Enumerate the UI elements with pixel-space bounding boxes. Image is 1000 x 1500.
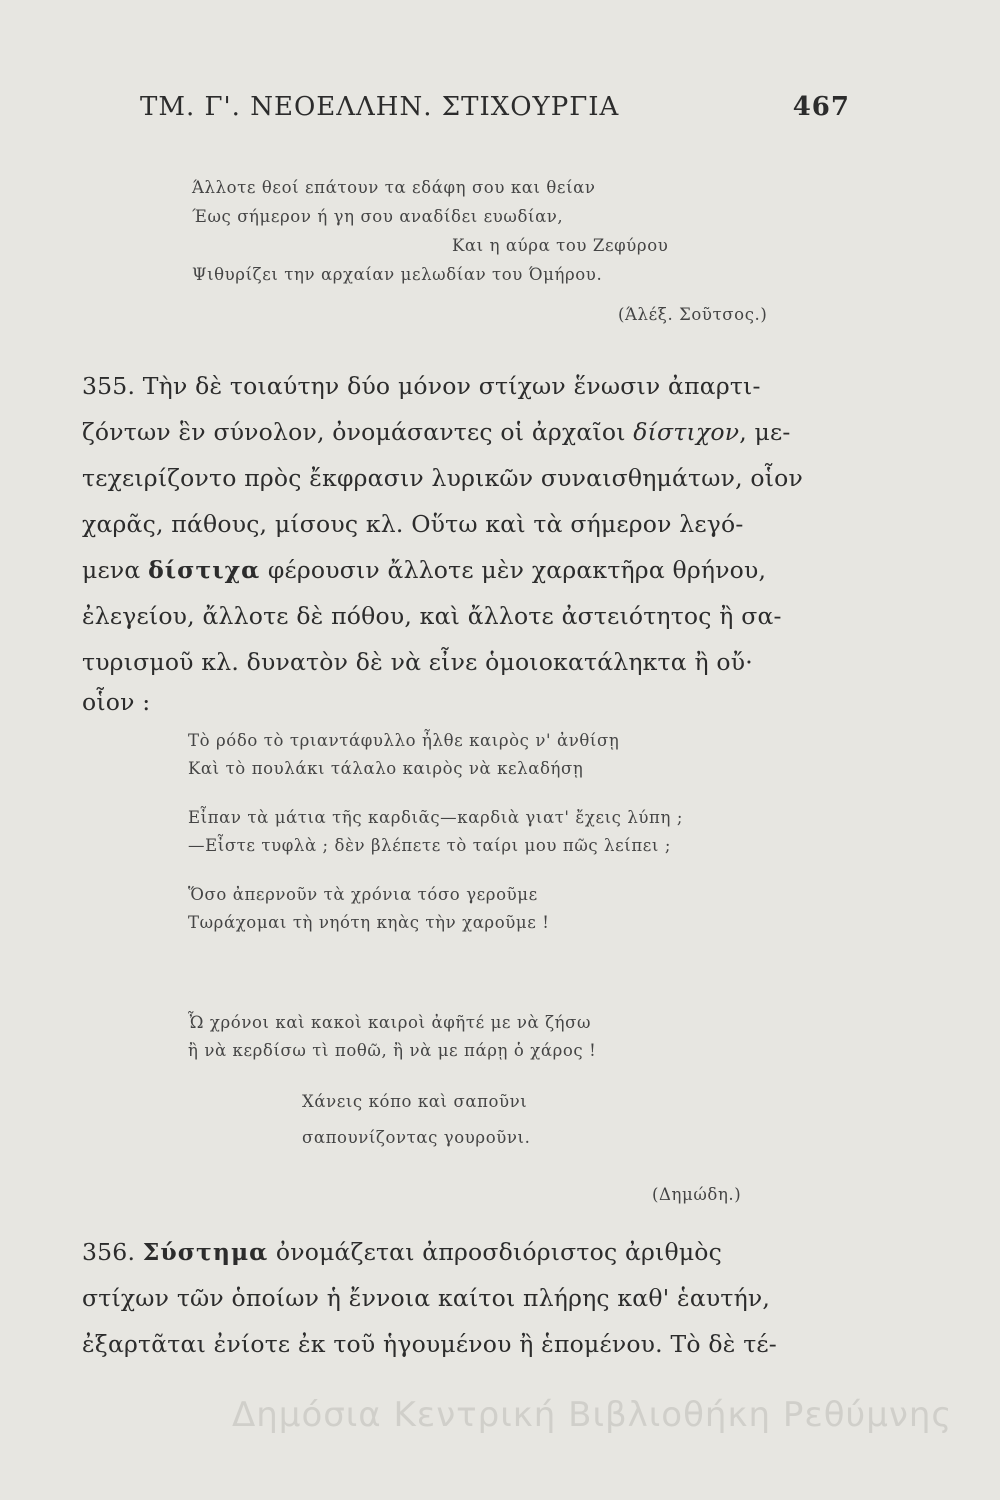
- verse-line: Άλλοτε θεοί επάτουν τα εδάφη σου και θείαν: [192, 178, 596, 197]
- header-title: ΤΜ. Γ'. ΝΕΟΕΛΛΗΝ. ΣΤΙΧΟΥΡΓΙΑ: [140, 92, 620, 122]
- paragraph-text: Τὴν δὲ τοιαύτην δύο μόνον στίχων ἕνωσιν ἀπαρτι-: [142, 372, 761, 400]
- page-number: 467: [792, 92, 850, 122]
- paragraph-line: χαρᾶς, πάθους, μίσους κλ. Οὕτω καὶ τὰ σήμερον λεγό-: [82, 510, 744, 538]
- emphasis-term: δίστιχον: [633, 418, 740, 446]
- paragraph-text: μενα: [82, 556, 149, 584]
- paragraph-line: [82, 556, 766, 584]
- couplet-line: ἢ νὰ κερδίσω τὶ ποθῶ, ἢ νὰ με πάρῃ ὁ χάρος !: [188, 1041, 597, 1060]
- paragraph-text: , με-: [739, 418, 791, 446]
- bold-term: Σύστημα: [142, 1238, 269, 1266]
- attribution: (Άλέξ. Σοῦτσος.): [618, 305, 768, 324]
- couplet-line: Ὅσο ἀπερνοῦν τὰ χρόνια τόσο γεροῦμε: [188, 885, 538, 904]
- couplet-line: Ὦ χρόνοι καὶ κακοὶ καιροὶ ἀφῆτέ με νὰ ζήσω: [188, 1013, 592, 1032]
- couplet-line: Καὶ τὸ πουλάκι τάλαλο καιρὸς νὰ κελαδήσῃ: [188, 759, 584, 778]
- paragraph-line: ἐξαρτᾶται ἐνίοτε ἐκ τοῦ ἡγουμένου ἢ ἑπομένου. Τὸ δὲ τέ-: [82, 1330, 777, 1358]
- paragraph-line: [82, 1238, 722, 1266]
- verse-line: Έως σήμερον ή γη σου αναδίδει ευωδίαν,: [192, 207, 564, 226]
- bold-term: δίστιχα: [148, 556, 261, 584]
- attribution: (Δημώδη.): [652, 1185, 742, 1204]
- library-watermark: Δημόσια Κεντρική Βιβλιοθήκη Ρεθύμνης: [232, 1395, 953, 1435]
- paragraph-line: στίχων τῶν ὁποίων ἡ ἔννοια καίτοι πλήρης καθ' ἑαυτήν,: [82, 1284, 771, 1312]
- paragraph-line: τεχειρίζοντο πρὸς ἔκφρασιν λυρικῶν συναισθημάτων, οἷον: [82, 464, 804, 492]
- paragraph-text: φέρουσιν ἄλλοτε μὲν χαρακτῆρα θρήνου,: [260, 556, 767, 584]
- verse-line: Ψιθυρίζει την αρχαίαν μελωδίαν του Όμήρου.: [192, 265, 603, 284]
- couplet-line: Χάνεις κόπο καὶ σαποῦνι: [302, 1092, 528, 1111]
- couplet-line: Τὸ ρόδο τὸ τριαντάφυλλο ἦλθε καιρὸς ν' ἀνθίσῃ: [188, 731, 620, 750]
- paragraph-line: οἷον :: [82, 688, 151, 716]
- couplet-line: —Εἶστε τυφλὰ ; δὲν βλέπετε τὸ ταίρι μου πῶς λείπει ;: [188, 836, 671, 855]
- paragraph-text: ζόντων ἓν σύνολον, ὀνομάσαντες οἱ ἀρχαῖοι: [82, 418, 634, 446]
- paragraph-number: 355.: [82, 372, 136, 400]
- paragraph-line: τυρισμοῦ κλ. δυνατὸν δὲ νὰ εἶνε ὁμοιοκατάληκτα ἢ οὔ·: [82, 648, 753, 676]
- paragraph-line: ἐλεγείου, ἄλλοτε δὲ πόθου, καὶ ἄλλοτε ἀστειότητος ἢ σα-: [82, 602, 782, 630]
- paragraph-line: [82, 418, 791, 446]
- verse-line: Και η αύρα του Ζεφύρου: [452, 236, 669, 255]
- couplet-line: Εἶπαν τὰ μάτια τῆς καρδιᾶς—καρδιὰ γιατ' ἔχεις λύπη ;: [188, 808, 683, 827]
- running-header: [140, 92, 850, 122]
- paragraph-line: [82, 372, 761, 400]
- paragraph-number: 356.: [82, 1238, 136, 1266]
- paragraph-text: ὀνομάζεται ἀπροσδιόριστος ἀριθμὸς: [268, 1238, 723, 1266]
- couplet-line: σαπουνίζοντας γουροῦνι.: [302, 1128, 531, 1147]
- couplet-line: Τωράχομαι τὴ νηότη κηὰς τὴν χαροῦμε !: [188, 913, 550, 932]
